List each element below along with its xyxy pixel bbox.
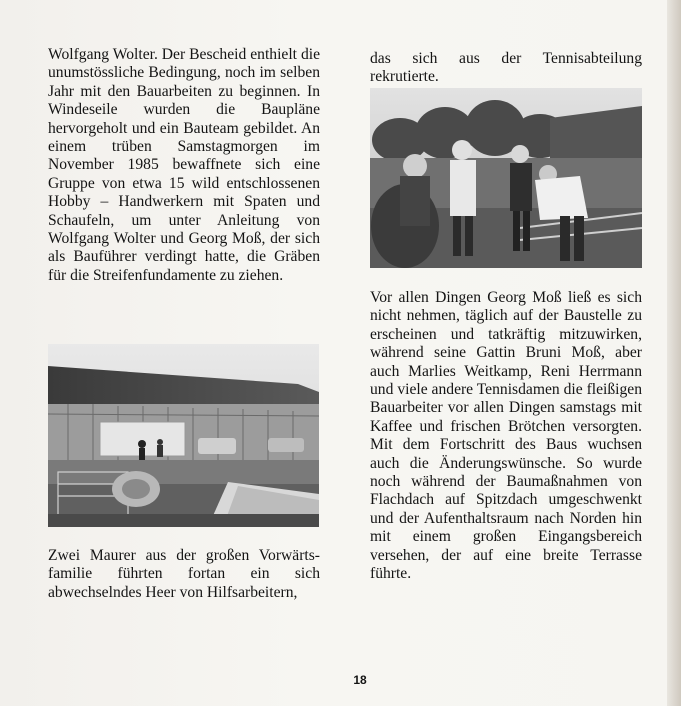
paragraph-left-bottom: Zwei Maurer aus der großen Vorwärts-familie führten fortan ein sich abwechselndes Heer von Hilfsarbeitern, — [48, 547, 320, 601]
construction-site-image — [48, 344, 319, 527]
paragraph-left-top: Wolfgang Wolter. Der Bescheid enthielt die unumstössliche Bedingung, noch im selben Jahr mit den Bauarbeiten zu beginnen. In Windeseile wurden die Baupläne hervorgeholt und ein Bauteam gebildet. An einem trüben Samstagmorgen im November 1985 bewaffnete sich eine Gruppe von etwa 15 wild entschlossenen Hobby – Handwerkern mit Spaten und Schaufeln, um unter Anleitung von Wolfgang Wolter und Georg Moß, der sich als Bauführer verdingt hatte, die Gräben für die Streifenfundamente zu ziehen. — [48, 46, 320, 284]
paragraph-right-top: das sich aus der Tennisabteilung rekrutierte. — [370, 50, 642, 86]
page-edge-shadow — [667, 0, 681, 706]
workers-photo — [370, 88, 642, 268]
page-number: 18 — [353, 673, 367, 687]
paragraph-right-main: Vor allen Dingen Georg Moß ließ es sich nicht nehmen, täglich auf der Baustelle zu erscheinen und tatkräftig mitzuwirken, während seine Gattin Bruni Moß, aber auch Marlies Weitkamp, Reni Herrmann und viele andere Tennisdamen die fleißigen Bauarbeiter vor allen Dingen samstags mit Kaffee und frischen Brötchen versorgten. Mit dem Fortschritt des Baus wuchsen auch die Änderungswünsche. So wurde noch während der Baumaßnahmen von Flachdach auf Spitzdach umgeschwenkt und der Aufenthaltsraum nach Norden hin mit einem großen Eingangsbereich versehen, der auf eine breite Terrasse führte. — [370, 289, 642, 583]
workers-image — [370, 88, 642, 268]
construction-site-photo — [48, 344, 319, 527]
